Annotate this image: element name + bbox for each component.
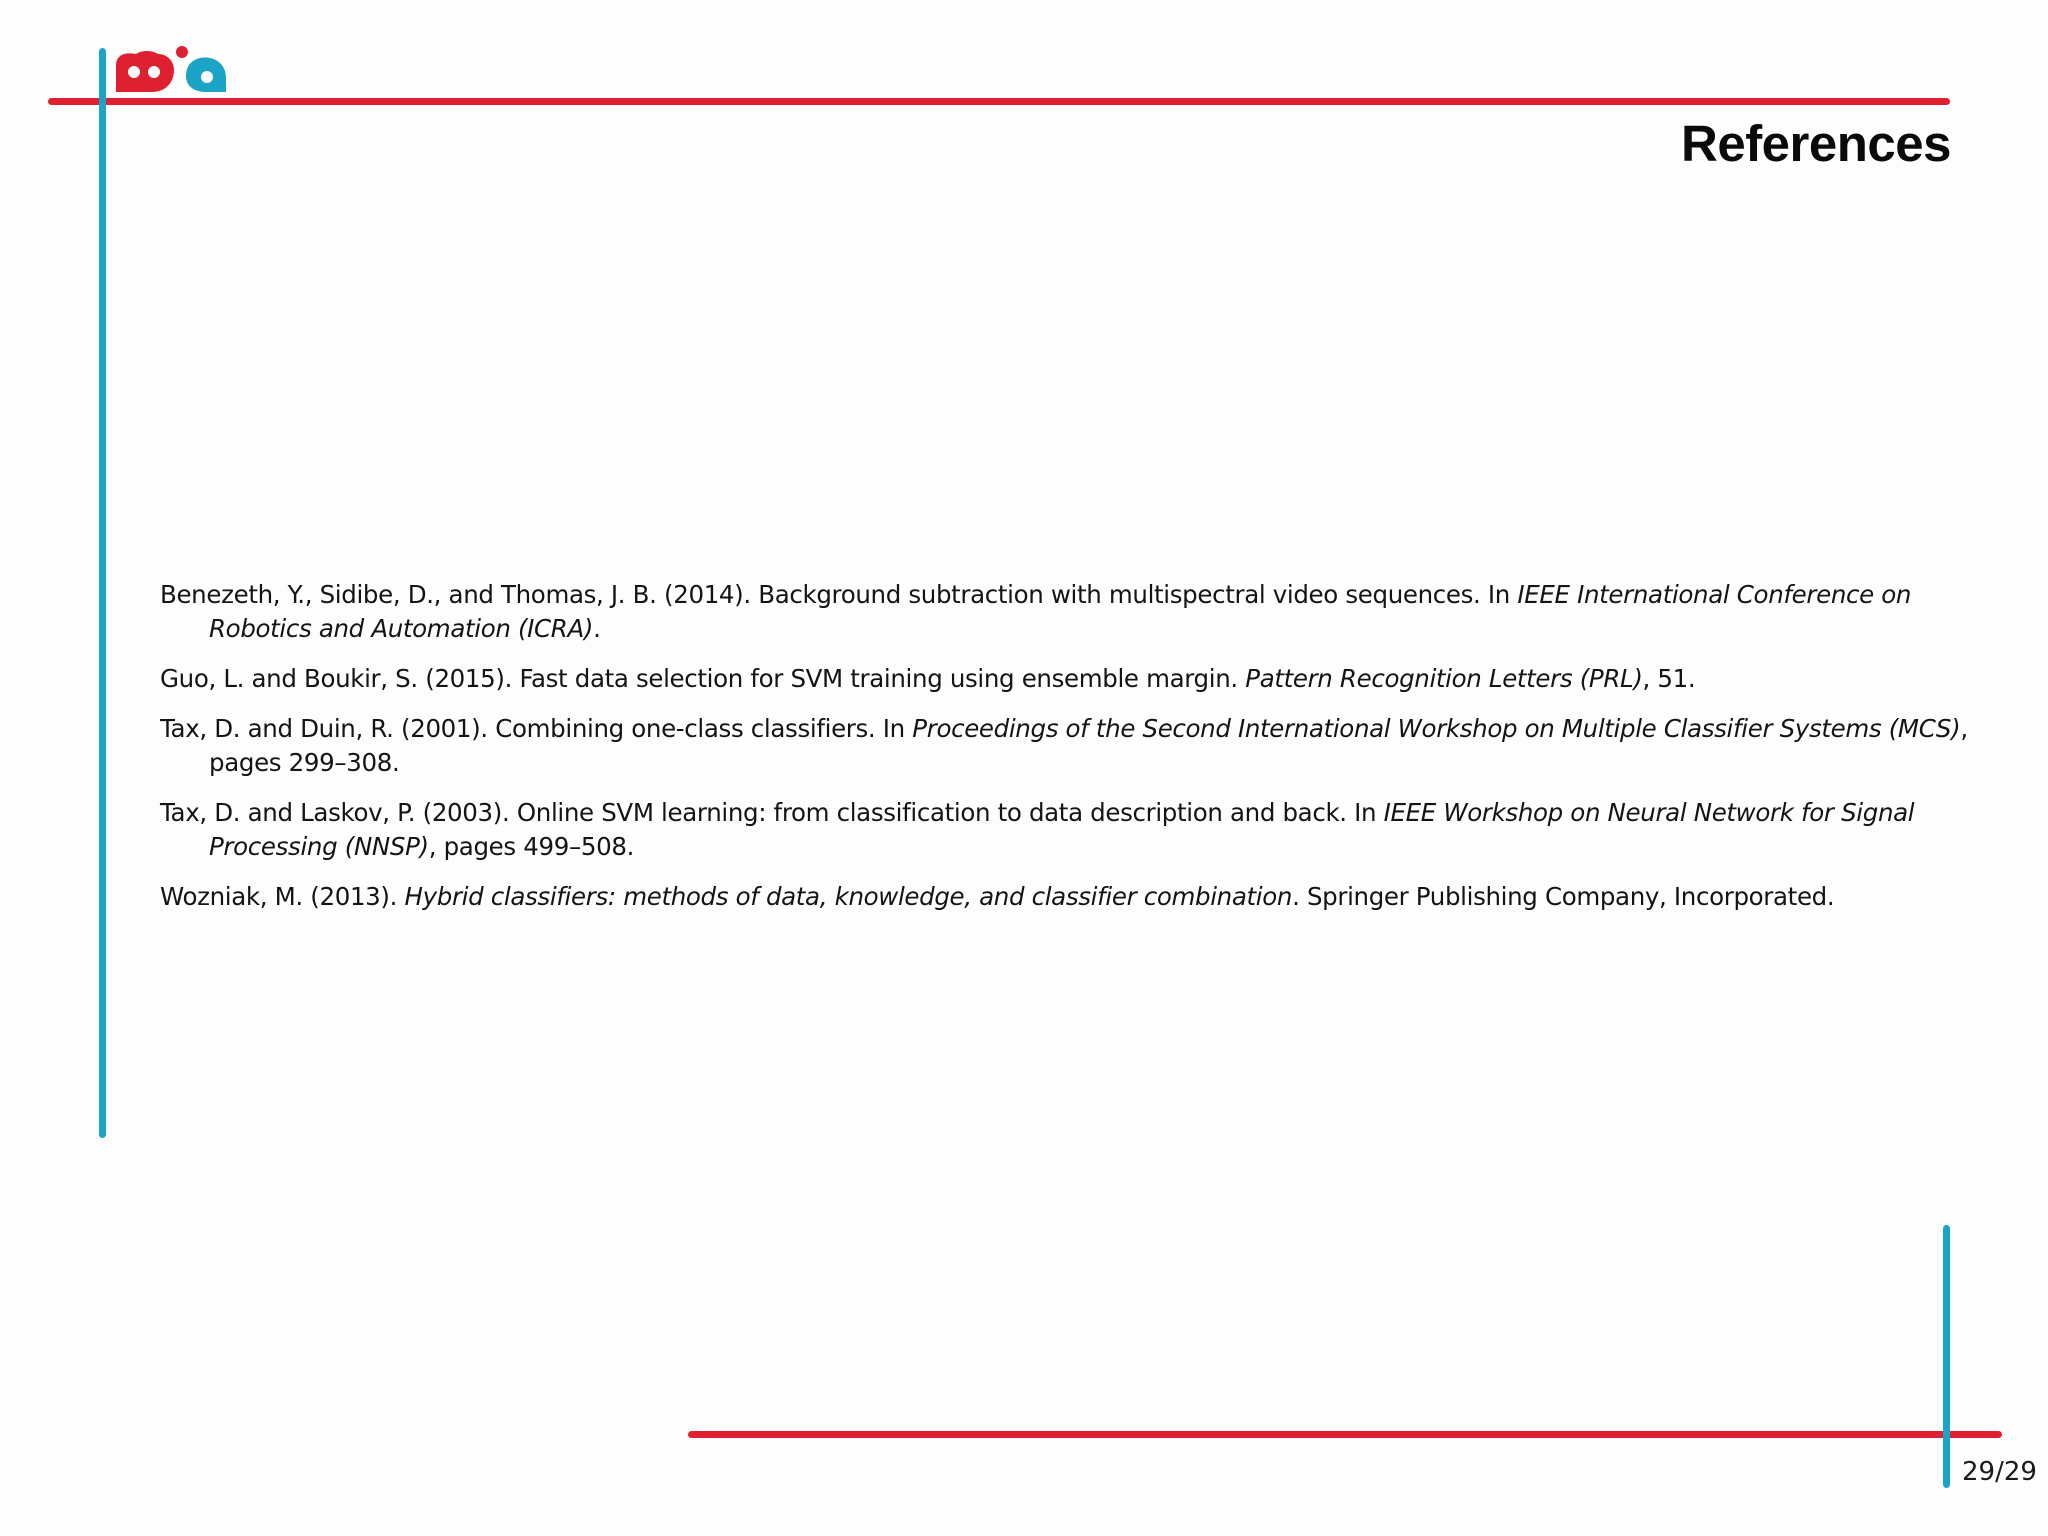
logo-m-shape xyxy=(116,51,174,92)
logo-a-eye xyxy=(201,71,213,83)
slide-title: References xyxy=(1681,115,1951,172)
reference-text: Wozniak, M. (2013). xyxy=(160,882,405,911)
reference-venue: Hybrid classifiers: methods of data, knowledge, and classifier combination xyxy=(404,882,1293,911)
reference-item xyxy=(160,880,1990,914)
reference-item xyxy=(160,578,1990,646)
reference-item xyxy=(160,796,1990,864)
logo-dot xyxy=(176,46,188,58)
reference-tail: . Springer Publishing Company, Incorporated. xyxy=(1292,882,1835,911)
page-number: 29/29 xyxy=(1962,1457,2037,1487)
logo-m-eye-right xyxy=(148,66,160,78)
reference-text: Tax, D. and Duin, R. (2001). Combining one-class classifiers. In xyxy=(160,714,913,743)
reference-venue: IEEE Workshop on Neural Network for Signal Processing (NNSP) xyxy=(209,798,1915,861)
reference-tail: , pages 299–308. xyxy=(209,714,1968,777)
reference-tail: . xyxy=(593,614,601,643)
top-red-rule xyxy=(48,98,1950,105)
reference-venue: IEEE International Conference on Robotics and Automation (ICRA) xyxy=(209,580,1912,643)
reference-text: Benezeth, Y., Sidibe, D., and Thomas, J. B. (2014). Background subtraction with multispectral video sequences. In xyxy=(160,580,1518,609)
bottom-red-rule xyxy=(688,1431,2002,1438)
reference-item xyxy=(160,662,1990,696)
reference-text: Guo, L. and Boukir, S. (2015). Fast data selection for SVM training using ensemble margin. xyxy=(160,664,1246,693)
reference-item xyxy=(160,712,1990,780)
reference-list xyxy=(160,578,1990,930)
left-blue-rule xyxy=(99,48,106,1138)
moa-logo-icon xyxy=(112,44,230,94)
right-blue-rule xyxy=(1943,1225,1950,1488)
reference-tail: , 51. xyxy=(1642,664,1696,693)
moa-logo-graphic xyxy=(112,44,230,94)
reference-text: Tax, D. and Laskov, P. (2003). Online SVM learning: from classification to data description and back. In xyxy=(160,798,1384,827)
reference-venue: Proceedings of the Second International Workshop on Multiple Classifier Systems (MCS) xyxy=(912,714,1961,743)
reference-venue: Pattern Recognition Letters (PRL) xyxy=(1245,664,1643,693)
reference-tail: , pages 499–508. xyxy=(428,832,635,861)
logo-m-eye-left xyxy=(128,66,140,78)
